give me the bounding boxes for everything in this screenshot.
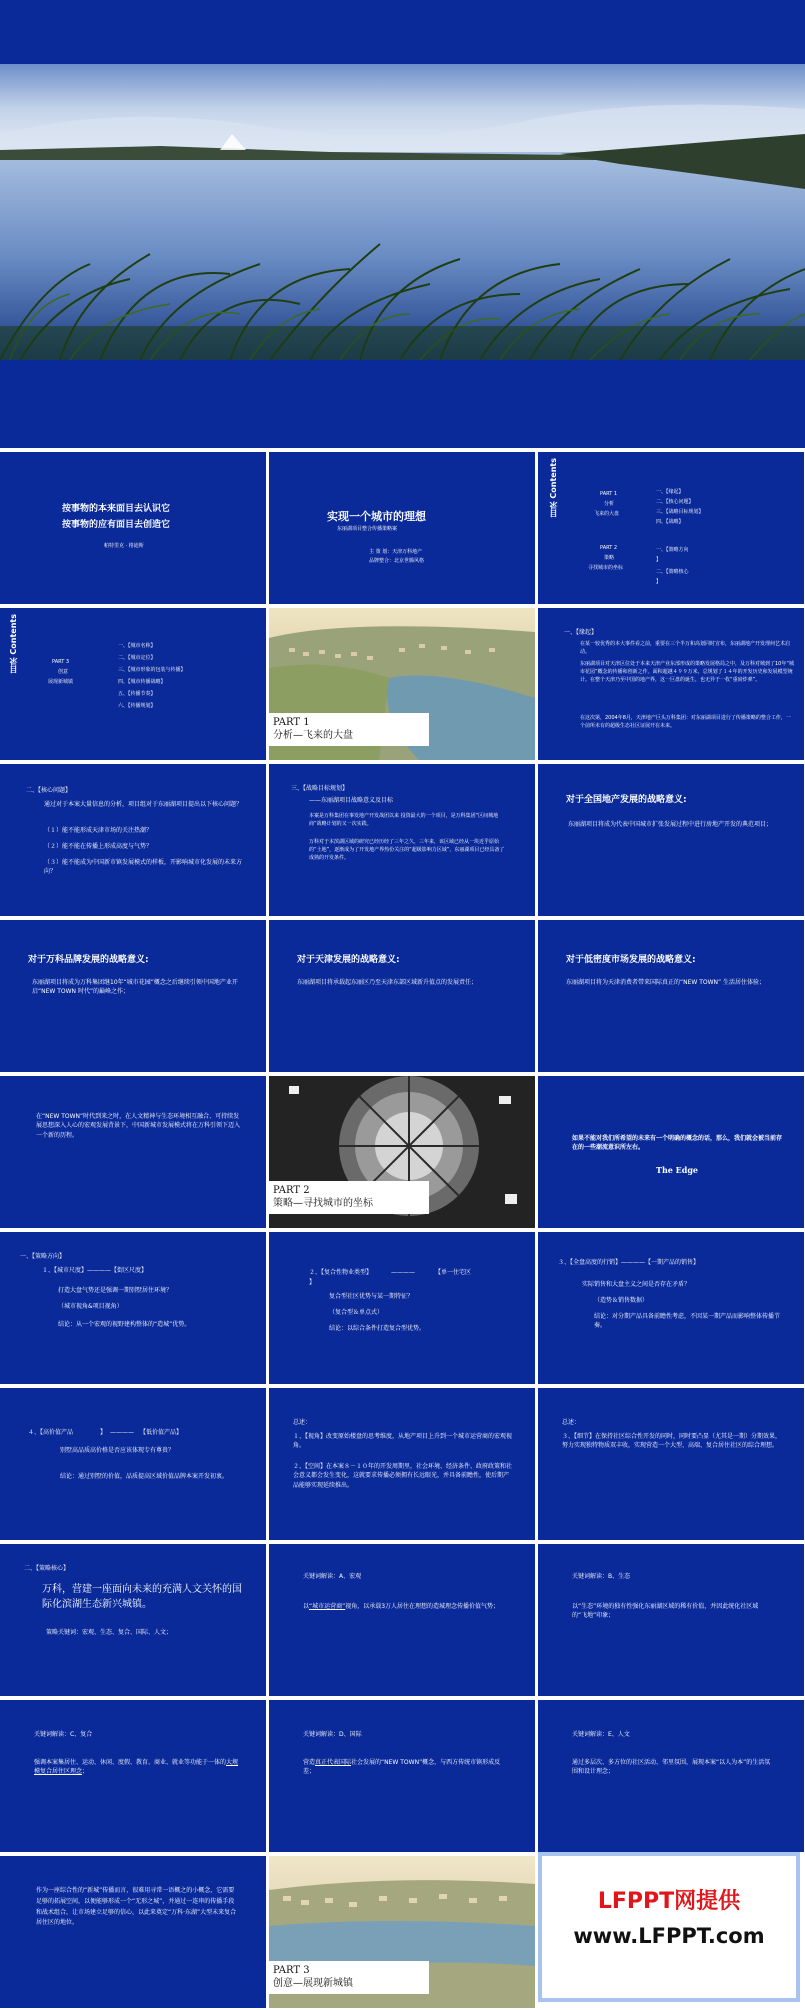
summary-heading: 总述： [562, 1419, 581, 1426]
keyword-body [303, 1758, 503, 1777]
summary-heading: 总述： [293, 1419, 312, 1426]
contents-item[interactable]: 二、【策略核心 [656, 569, 689, 575]
brand-line-1: LFPPT网提供 [597, 1889, 741, 1914]
contents-item[interactable]: 】 [656, 557, 662, 563]
keyword-heading: 关键词解读：B、生态 [572, 1573, 631, 1580]
part2-type: 策略 [604, 555, 615, 561]
slide-keyword-c [0, 1700, 266, 1852]
part1-type: 分析 [604, 501, 615, 507]
cover-bottom-band [0, 360, 805, 448]
section-heading: 一、【策略方向】 [20, 1253, 66, 1260]
slide-contents-1 [538, 452, 804, 604]
body-text: 东丽湖项目将成为万科集团继10年“城市花园”概念之后继续引领中国地产业开启“NEW TOWN 时代”的巅峰之作； [32, 979, 238, 996]
contents-heading: 目录 Contents [549, 458, 558, 518]
slide-strategic-goals [269, 764, 535, 916]
question-item: （２）能不能在传播上形成高度与气势？ [44, 843, 153, 850]
section-heading: 二、【核心问题】 [26, 787, 72, 794]
slide-keyword-a [269, 1544, 535, 1696]
keyword-heading: 关键词解读：E、人文 [572, 1731, 630, 1738]
deck-subtitle: 东丽湖项目整合传播策略案 [337, 526, 398, 532]
part2-label: PART 2 [600, 545, 618, 551]
slide-strategy-direction-3 [538, 1232, 804, 1384]
keyword-heading: 关键词解读：D、国际 [303, 1731, 362, 1738]
body-text: 作为一座综合性的“新城”传播而言，很难用寻常一语概之的小概念，它需要足够的拓展空间，以便能够形成一个“无形之城”，并通过一连串的传播手段和战术组合，让市场建立足够的信心，以此来奠定“万科·东湖”大型未来复合居住区的地位。 [36, 1887, 237, 1927]
strategy-item: ４、【高价值产品 [28, 1429, 74, 1436]
contents-heading: 目录 Contents [9, 614, 18, 674]
part-title: 分析—飞来的大盘 [273, 729, 353, 741]
strategy-note: （复合型＆单点式） [329, 1309, 384, 1316]
strategy-core-statement: 万科，营建一座面向未来的充满人文关怀的国际化滨湖生态新兴城镇。 [42, 1584, 242, 1610]
strategy-question: 别墅高品质高价格是否应该体现专有尊贵？ [60, 1447, 175, 1454]
section-heading: 对于低密度市场发展的战略意义: [566, 955, 696, 965]
slide-strategy-core [0, 1544, 266, 1696]
keyword-body-text: 视角，以承载3万人居住在理想的造城理念传播价值气势； [345, 1603, 500, 1610]
section-heading: 二、【策略核心】 [24, 1565, 70, 1572]
strategy-item: ２、【复合性物业类型】 [309, 1269, 373, 1276]
strategy-question: 复合型社区优势与某一期特征？ [329, 1293, 414, 1300]
part2-title: 寻找城市的坐标 [588, 565, 624, 571]
lake-reed-photo [0, 64, 805, 360]
slide-contents-2 [0, 608, 266, 760]
keyword-heading: 关键词解读：C、复合 [34, 1731, 93, 1738]
strategy-item: １、【城市尺度】————【街区尺度】 [42, 1267, 148, 1274]
cover-slide [0, 0, 805, 448]
quote-line-1: 按事物的本来面目去认识它 [62, 504, 171, 514]
summary-point: ３、【细节】在保持社区综合性开发的同时，同时要凸显（尤其是一期）分期效果，努力实现独特物质双丰收，实现营造一个大型、高端、复合居住社区的综合理想。 [562, 1433, 782, 1450]
question-item: （３）能不能成为中国新市镇发展模式的样板，开影响城市化发展的未来方向？ [44, 859, 243, 876]
body-text: 东丽湖项目将承载起东丽区乃至天津东部区域新升值点的发展责任； [297, 979, 478, 986]
section-heading: 对于天津发展的战略意义: [297, 955, 400, 965]
strategy-conclusion: 结论：通过别墅的价值，品质提高区域价值品牌本案开发初衷。 [60, 1473, 229, 1480]
credit-planner: 主 策 划：天津万科地产 [369, 549, 423, 555]
contents-item[interactable]: 二、【城市定位】 [118, 655, 156, 661]
section-heading: 对于全国地产发展的战略意义: [566, 795, 687, 805]
credit-brand: 品牌整合：北京世腾风格 [369, 558, 425, 564]
strategy-keywords: 策略关键词：宏观、生态、复合、国际、人文； [46, 1629, 173, 1636]
keyword-body: 以“生态”环境的独有性强化东丽湖区域的稀有价值，并因此统化社区域的“飞地”印象； [572, 1603, 759, 1620]
paragraph: 东丽湖项目对天津区位处于本来天津产业东部形成的策略发展格局之中，及万科对城到了10年“城市花园”概念的传播和创新之作。面积超越４９９万米，总规划了１４年的开发历史和发展模型统计。在整个天津乃至中国的地产界，这一巨盘的诞生，也无异于一枚“重磅炸弹”。 [580, 661, 794, 683]
part-title: 策略—寻找城市的坐标 [273, 1197, 373, 1209]
strategy-item-dash: ———— [391, 1269, 415, 1276]
slide-summary-2 [538, 1388, 804, 1540]
body-text: 东丽湖项目将成为代表中国城市扩张发展过程中进行房地产开发的典范项目； [568, 821, 773, 828]
strategy-conclusion: 结论：从一个宏观的视野建构整体的“造城”优势。 [58, 1321, 191, 1328]
contents-item[interactable]: 四、【战略】 [656, 519, 684, 525]
part-label [269, 1961, 429, 1994]
strategy-question: 打造大盘气势还是强调一期别墅居住环境？ [58, 1287, 173, 1294]
watermark-brand [538, 1852, 800, 2002]
strategy-conclusion: 结论：以综合条件打造复合型优势。 [329, 1325, 426, 1332]
part-label [269, 713, 429, 746]
keyword-body: 通过多层次、多方位的社区活动、邻里氛围，展现本案“以人为本”的生活氛围和设计理念； [572, 1759, 771, 1776]
slide-newtown-positioning [0, 1856, 266, 2008]
keyword-highlight: 真正代表国际 [315, 1759, 352, 1766]
contents-item[interactable]: 六、【传播规划】 [118, 703, 156, 709]
slide-part2-cover [269, 1076, 535, 1228]
contents-item[interactable]: 二、【核心问题】 [656, 499, 694, 505]
quote-source: 帕特里克 · 格迪斯 [104, 543, 144, 549]
slide-part1-cover [269, 608, 535, 760]
part3-label: PART 3 [52, 659, 70, 665]
section-subheading: ——东丽湖项目战略意义及目标 [309, 797, 394, 804]
part1-title: 飞来的大盘 [594, 511, 620, 517]
slide-keyword-e [538, 1700, 804, 1852]
slide-origin [538, 608, 804, 760]
strategy-note: （造势＆销售数据） [594, 1297, 649, 1304]
keyword-body-text: 社会发展的“NEW TOWN”概念，与西方传统市镇形成反差； [303, 1759, 501, 1776]
slide-edge-quote [538, 1076, 804, 1228]
keyword-highlight: 大规模复合居住区理念 [34, 1759, 239, 1776]
slide-summary-1 [269, 1388, 535, 1540]
strategy-note: （城市视角&项目视角） [58, 1303, 123, 1310]
slide-strategy-direction-1 [0, 1232, 266, 1384]
strategy-conclusion: 结论：对分期产品具备前瞻性考虑，不因某一期产品而影响整体传播节奏。 [594, 1313, 781, 1330]
part-title: 创意—展现新城镇 [273, 1977, 353, 1989]
section-heading: 对于万科品牌发展的战略意义: [28, 955, 149, 965]
quote-source: The Edge [656, 1165, 699, 1175]
slide-keyword-d [269, 1700, 535, 1852]
slide-strategy-direction-4 [0, 1388, 266, 1540]
part-number: PART 1 [273, 717, 310, 728]
part1-label: PART 1 [600, 491, 618, 497]
slide-keyword-b [538, 1544, 804, 1696]
keyword-highlight: “城市运营商” [309, 1603, 346, 1610]
part3-type: 创意 [58, 669, 69, 675]
slide-lowdensity-significance [538, 920, 804, 1072]
contents-item[interactable]: 一、【城市名称】 [118, 643, 156, 649]
slide-part3-cover [269, 1856, 535, 2008]
cover-top-band [0, 0, 805, 64]
strategy-item: 【单一住宅区 [435, 1269, 472, 1276]
strategy-item-dash: ———— [110, 1429, 134, 1436]
part-label [269, 1181, 429, 1214]
paragraph: 在某一较优秀的本大事件看之前，重要在三个半万和高划同时宣布，东丽湖地产开发理何艺术启动。 [580, 641, 791, 655]
slide-national-significance [538, 764, 804, 916]
contents-item[interactable]: 五、【传播节奏】 [118, 691, 156, 697]
contents-item[interactable]: 一、【缘起】 [656, 489, 684, 495]
contents-item[interactable]: 三、【城市形象的包装与传播】 [118, 667, 186, 673]
contents-item[interactable]: 三、【战略目标规划】 [656, 509, 704, 515]
body-text: 东丽湖项目将为天津消费者带来国际真正的“NEW TOWN” 生活居住体验； [566, 979, 766, 986]
question-item: （１）能不能形成天津市场的关注热潮？ [44, 827, 153, 834]
contents-item[interactable]: 】 [656, 579, 662, 585]
slide-tianjin-significance [269, 920, 535, 1072]
keyword-body-text: 强调本案集居住、运动、休闲、度假、教育、商业、就业等功能于一体的 [34, 1759, 227, 1766]
part-number: PART 2 [273, 1185, 310, 1196]
strategy-question: 实际销售和大盘主义之间是否存在矛盾？ [582, 1281, 691, 1288]
strategy-item: 【低价值产品】 [140, 1429, 183, 1436]
body-text: 在“NEW TOWN”时代到来之时，在人文精神与生态环境相互融合、可持续发展思想深入人心的宏观发展背景下，中国新城市发展模式将在万科引领下迈入一个新的历程。 [36, 1113, 241, 1139]
summary-point: ２、【空间】在本案８－１０年的开发周期里，社会环境、经济条件、政府政策和社会意义都会发生变化，这就要求传播必须拥有长远眼光，并具备前瞻性，使后期产品能够实现延续推出。 [293, 1463, 513, 1489]
section-heading: 三、【战略目标规划】 [291, 785, 349, 792]
strategy-item: ３、【全盘高度的行销】————【一期产品的销售】 [558, 1259, 700, 1266]
contents-item[interactable]: 四、【城市传播战略】 [118, 679, 166, 685]
deck-title: 实现一个城市的理想 [327, 510, 426, 523]
paragraph: 在这次第，2004年8月，天津地产巨头万科集团：对东丽湖项目进行了传播策略的整合工作，一个前所未有的超级生态社区证展开在未来。 [580, 715, 791, 729]
keyword-body [34, 1758, 244, 1777]
keyword-body-suffix: ； [82, 1768, 89, 1776]
part-number: PART 3 [273, 1965, 310, 1976]
slide-vanke-significance [0, 920, 266, 1072]
quote-text: 如果不能对我们所希望的未来有一个明确的概念的话，那么，我们就会被当前存在的一些潮流意识所左右。 [572, 1135, 783, 1152]
slide-strategy-direction-2 [269, 1232, 535, 1384]
contents-item[interactable]: 一、【策略方向 [656, 547, 689, 553]
part3-title: 展现新城镇 [48, 679, 74, 685]
quote-line-2: 按事物的应有面目去创造它 [62, 520, 171, 530]
strategy-item: 】 [309, 1279, 316, 1286]
keyword-body-prefix: 营造 [303, 1759, 316, 1766]
summary-point: １、【视角】改变原始楼盘的思考维度，从地产项目上升到一个城市运营商的宏观视角。 [293, 1433, 513, 1450]
slide-newtown-era [0, 1076, 266, 1228]
slide-title [269, 452, 535, 604]
slide-quote [0, 452, 266, 604]
slide-core-questions [0, 764, 266, 916]
keyword-body-prefix: 以 [303, 1603, 310, 1610]
section-heading: 一、【缘起】 [564, 629, 598, 636]
keyword-body [303, 1602, 503, 1611]
intro-text: 通过对于本案大量信息的分析，项目组对于东丽湖项目提出以下核心问题？ [44, 801, 243, 808]
brand-url: www.LFPPT.com [573, 1924, 765, 1948]
paragraph: 本案是万科集团在事发地产开发战团以来 投资最大的一个项目，是万科集团“区间城地商”战略计划的又一次实践。 [309, 813, 499, 827]
keyword-heading: 关键词解读：A、宏观 [303, 1573, 362, 1580]
strategy-item: 】 [100, 1429, 107, 1436]
paragraph: 万科对于本滨湖区域的研究已经历经了三年之久，三年来，该区域已经从一块近乎原始的“土地”，逐渐成为了开发地产界热份关注的“超级影响力区域”，东丽湖项目已经具备了成熟的开发条件。 [309, 839, 505, 861]
